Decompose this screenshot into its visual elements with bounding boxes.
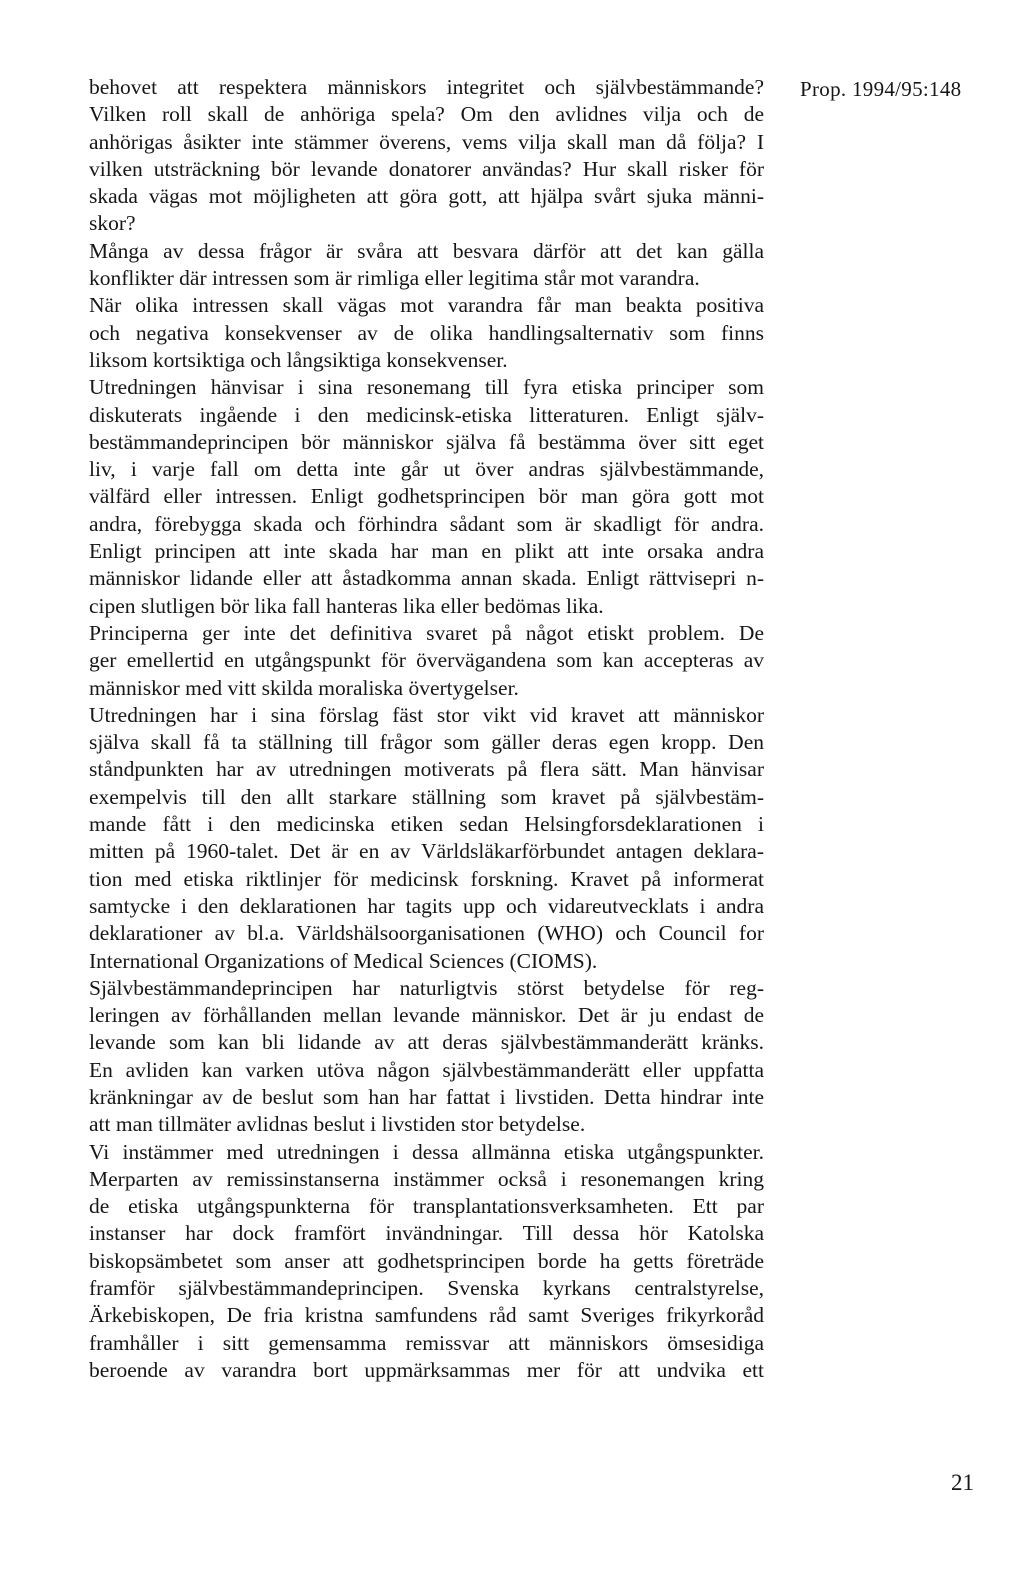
paragraph	[89, 238, 764, 293]
paragraph	[89, 292, 764, 374]
text-line: människor med vitt skilda moraliska övertygelser.	[89, 675, 519, 700]
text-line: andra, förebygga skada och förhindra sådant som är skadligt för andra.	[89, 511, 764, 536]
text-line: Självbestämmandeprincipen har naturligtvis störst betydelse för reg-	[89, 975, 764, 1000]
text-line: ger emellertid en utgångspunkt för övervägandena som kan accepteras av	[89, 648, 764, 673]
text-line: Merparten av remissinstanserna instämmer också i resonemangen kring	[89, 1166, 764, 1191]
text-line: skor?	[89, 211, 136, 236]
paragraph	[89, 1139, 764, 1385]
text-line: anhörigas åsikter inte stämmer överens, vems vilja skall man då följa? I	[89, 129, 764, 154]
text-line: samtycke i den deklarationen har tagits upp och vidareutvecklats i andra	[89, 893, 764, 918]
text-line: framhåller i sitt gemensamma remissvar att människors ömsesidiga	[89, 1330, 764, 1355]
text-line: framför självbestämmandeprincipen. Svenska kyrkans centralstyrelse,	[89, 1276, 764, 1301]
text-line: konflikter där intressen som är rimliga eller legitima står mot varandra.	[89, 266, 700, 291]
text-line: Enligt principen att inte skada har man en plikt att inte orsaka andra	[89, 539, 764, 564]
text-line: människor lidande eller att åstadkomma annan skada. Enligt rättvisepri n-	[89, 566, 764, 591]
text-line: tion med etiska riktlinjer för medicinsk forskning. Kravet på informerat	[89, 866, 764, 891]
text-line: vilken utsträckning bör levande donatorer användas? Hur skall risker för	[89, 156, 764, 181]
text-line: Utredningen har i sina förslag fäst stor vikt vid kravet att människor	[89, 702, 764, 727]
text-line: och negativa konsekvenser av de olika handlingsalternativ som finns	[89, 320, 764, 345]
text-line: beroende av varandra bort uppmärksammas mer för att undvika ett	[89, 1357, 764, 1382]
text-line: skada vägas mot möjligheten att göra gott, att hjälpa svårt sjuka männi-	[89, 184, 764, 209]
text-line: När olika intressen skall vägas mot varandra får man beakta positiva	[89, 293, 764, 318]
text-line: instanser har dock framfört invändningar. Till dessa hör Katolska	[89, 1221, 764, 1246]
text-line: Utredningen hänvisar i sina resonemang till fyra etiska principer som	[89, 375, 764, 400]
text-line: kränkningar av de beslut som han har fattat i livstiden. Detta hindrar inte	[89, 1084, 764, 1109]
text-line: mitten på 1960-talet. Det är en av Världsläkarförbundet antagen deklara-	[89, 839, 764, 864]
document-reference: Prop. 1994/95:148	[800, 77, 962, 101]
text-line: mande fått i den medicinska etiken sedan Helsingforsdeklarationen i	[89, 812, 764, 837]
paragraph	[89, 702, 764, 975]
text-line: levande som kan bli lidande av att deras självbestämmanderätt kränks.	[89, 1030, 764, 1055]
text-line: bestämmandeprincipen bör människor själva få bestämma över sitt eget	[89, 429, 764, 454]
text-line: cipen slutligen bör lika fall hanteras lika eller bedömas lika.	[89, 593, 604, 618]
paragraph	[89, 374, 764, 620]
text-line: biskopsämbetet som anser att godhetsprincipen borde ha getts företräde	[89, 1248, 764, 1273]
body-text	[89, 74, 764, 1384]
text-line: Vi instämmer med utredningen i dessa allmänna etiska utgångspunkter.	[89, 1139, 764, 1164]
text-line: Vilken roll skall de anhöriga spela? Om den avlidnes vilja och de	[89, 102, 764, 127]
text-line: International Organizations of Medical Sciences (CIOMS).	[89, 948, 598, 973]
text-line: diskuterats ingående i den medicinsk-etiska litteraturen. Enligt själv-	[89, 402, 764, 427]
paragraph	[89, 620, 764, 702]
text-line: de etiska utgångspunkterna för transplantationsverksamheten. Ett par	[89, 1194, 764, 1219]
text-line: deklarationer av bl.a. Världshälsoorganisationen (WHO) och Council for	[89, 921, 764, 946]
text-line: Många av dessa frågor är svåra att besvara därför att det kan gälla	[89, 238, 764, 263]
text-line: behovet att respektera människors integritet och självbestämmande?	[89, 75, 764, 99]
text-line: liksom kortsiktiga och långsiktiga konsekvenser.	[89, 347, 508, 372]
text-line: liv, i varje fall om detta inte går ut över andras självbestämmande,	[89, 457, 764, 482]
text-line: ståndpunkten har av utredningen motiverats på flera sätt. Man hänvisar	[89, 757, 764, 782]
text-line: välfärd eller intressen. Enligt godhetsprincipen bör man göra gott mot	[89, 484, 764, 509]
paragraph	[89, 975, 764, 1139]
text-line: En avliden kan varken utöva någon självbestämmanderätt eller uppfatta	[89, 1057, 764, 1082]
page-number: 21	[951, 1470, 974, 1495]
text-line: leringen av förhållanden mellan levande människor. Det är ju endast de	[89, 1003, 764, 1028]
text-line: exempelvis till den allt starkare ställning som kravet på självbestäm-	[89, 784, 764, 809]
text-line: att man tillmäter avlidnas beslut i livstiden stor betydelse.	[89, 1112, 586, 1137]
paragraph	[89, 74, 764, 238]
text-line: Principerna ger inte det definitiva svaret på något etiskt problem. De	[89, 620, 764, 645]
text-line: Ärkebiskopen, De fria kristna samfundens råd samt Sveriges frikyrkoråd	[89, 1303, 764, 1328]
text-line: själva skall få ta ställning till frågor som gäller deras egen kropp. Den	[89, 730, 764, 755]
